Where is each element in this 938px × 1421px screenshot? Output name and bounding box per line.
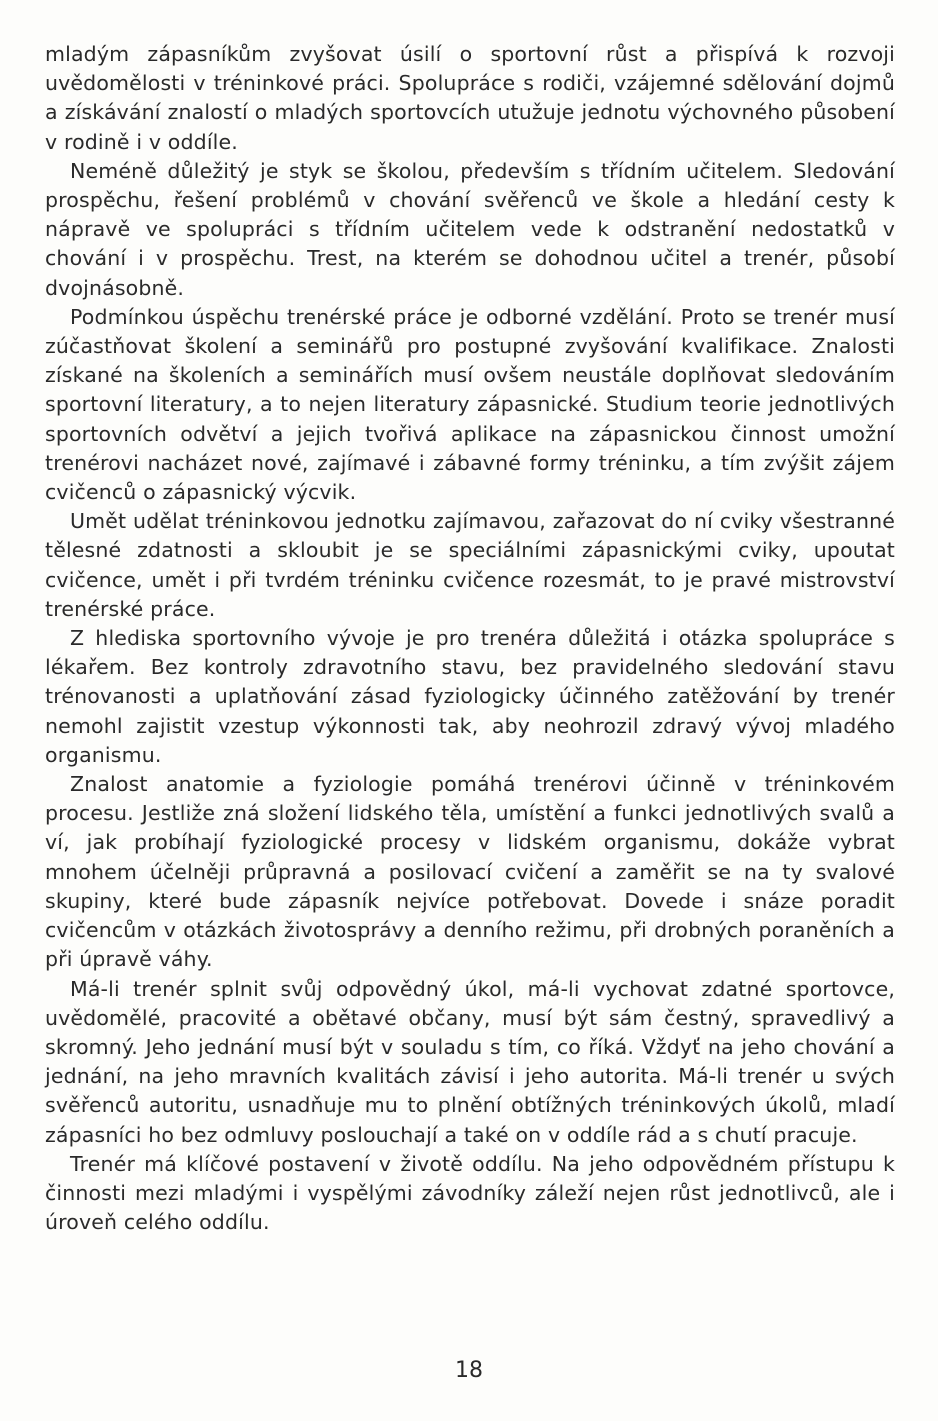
- paragraph-8: Trenér má klíčové postavení v životě oddílu. Na jeho odpovědném přístupu k činnosti mezi mladými i vyspělými závodníky záleží nejen růst jednotlivců, ale i úroveň celého oddílu.: [45, 1151, 895, 1235]
- page-number: 18: [455, 1358, 483, 1383]
- paragraph-7: Má-li trenér splnit svůj odpovědný úkol, má-li vychovat zdatné sportovce, uvědomělé, pracovité a obětavé občany, musí být sám čestný, spravedlivý a skromný. Jeho jednání musí být v souladu s tím, co říká. Vždyť na jeho chování a jednání, na jeho mravních kvalitách závisí i jeho autorita. Má-li trenér u svých svěřenců autoritu, usnadňuje mu to plnění obtížných tréninkových úkolů, mladí zápasníci ho bez odmluvy poslouchají a také on v oddíle rád a s chutí pracuje.: [45, 976, 895, 1147]
- paragraph-6: Znalost anatomie a fyziologie pomáhá trenérovi účinně v tréninkovém procesu. Jestliže zná složení lidského těla, umístění a funkci jednotlivých svalů a ví, jak probíhají fyziologické procesy v lidském organismu, dokáže vybrat mnohem účelněji průpravná a posilovací cvičení a zaměřit se na ty svalové skupiny, které bude zápasník nejvíce potřebovat. Dovede i snáze poradit cvičencům v otázkách životosprávy a denního režimu, při drobných poraněních a při úpravě váhy.: [45, 772, 895, 972]
- paragraph-5: Z hlediska sportovního vývoje je pro trenéra důležitá i otázka spolupráce s lékařem. Bez kontroly zdravotního stavu, bez pravidelného sledování stavu trénovanosti a uplatňování zásad fyziologicky účinného zatěžování by trenér nemohl zajistit vzestup výkonnosti tak, aby neohrozil zdravý vývoj mladého organismu.: [45, 626, 895, 767]
- paragraph-1: mladým zápasníkům zvyšovat úsilí o sportovní růst a přispívá k rozvoji uvědomělosti v tréninkové práci. Spolupráce s rodiči, vzájemné sdělování dojmů a získávání znalostí o mladých sportovcích utužuje jednotu výchovného působení v rodině i v oddíle.: [45, 42, 895, 154]
- body-text: [45, 40, 895, 1237]
- paragraph-2: Neméně důležitý je styk se školou, především s třídním učitelem. Sledování prospěchu, řešení problémů v chování svěřenců ve škole a hledání cesty k nápravě ve spolupráci s třídním učitelem vede k odstranění nedostatků v chování i v prospěchu. Trest, na kterém se dohodnou učitel a trenér, působí dvojnásobně.: [45, 158, 895, 300]
- paragraph-4: Umět udělat tréninkovou jednotku zajímavou, zařazovat do ní cviky všestranné tělesné zdatnosti a skloubit je se speciálními zápasnickými cviky, upoutat cvičence, umět i při tvrdém tréninku cvičence rozesmát, to je pravé mistrovství trenérské práce.: [45, 509, 895, 621]
- paragraph-3: Podmínkou úspěchu trenérské práce je odborné vzdělání. Proto se trenér musí zúčastňovat školení a seminářů pro postupné zvyšování kvalifikace. Znalosti získané na školeních a seminářích musí ovšem neustále doplňovat sledováním sportovní literatury, a to nejen literatury zápasnické. Studium teorie jednotlivých sportovních odvětví a jejich tvořivá aplikace na zápasnickou činnost umožní trenérovi nacházet nové, zajímavé i zábavné formy tréninku, a tím zvýšit zájem cvičenců o zápasnický výcvik.: [45, 304, 895, 505]
